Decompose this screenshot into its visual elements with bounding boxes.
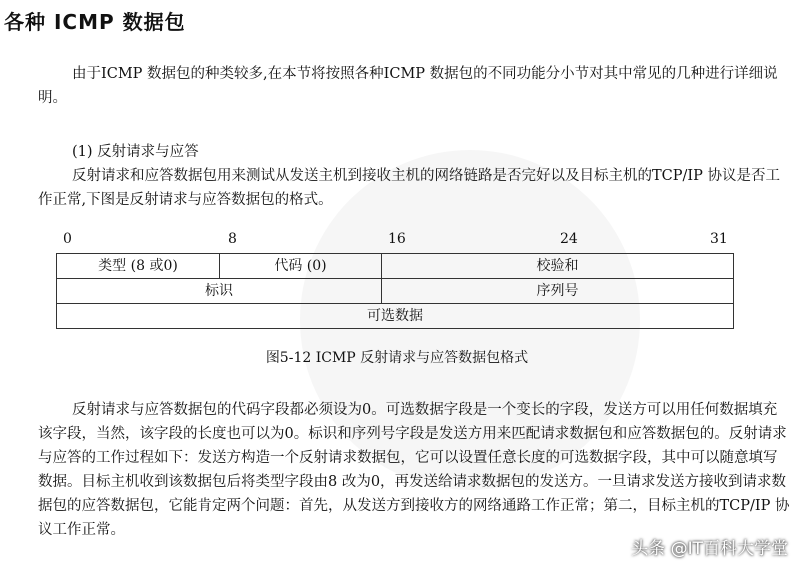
body-paragraph: 反射请求与应答数据包的代码字段都必须设为0。可选数据字段是一个变长的字段，发送方可以用任何数据填充该字段，当然，该字段的长度也可以为0。标识和序列号字段是发送方用来匹配请求数据包和应答数据包的。反射请求与应答的工作过程如下：发送方构造一个反射请求数据包，它可以设置任意长度的可选数据字段，其中可以随意填写数据。目标主机收到该数据包后将类型字段由8 改为0，再发送给请求数据包的发送方。一旦请求发送方接收到请求数据包的应答数据包，它能肯定两个问题：首先，从发送方到接收方的网络通路工作正常；第二，目标主机的TCP/IP 协议工作正常。 [38, 402, 790, 538]
page-title: 各种 ICMP 数据包 [4, 10, 186, 34]
section-heading: (1) 反射请求与应答 [72, 144, 199, 160]
field-sequence: 序列号 [382, 279, 733, 304]
bit-label-0: 0 [63, 231, 72, 247]
section-description: 反射请求和应答数据包用来测试从发送主机到接收主机的网络链路是否完好以及目标主机的TCP/IP 协议是否工作正常,下图是反射请求与应答数据包的格式。 [38, 168, 780, 208]
bit-label-31: 31 [710, 231, 728, 247]
field-checksum: 校验和 [382, 254, 733, 279]
field-code: 代码 (0) [220, 254, 382, 279]
source-watermark: 头条 @IT百科大学堂 [631, 539, 788, 559]
figure-caption: 图5-12 ICMP 反射请求与应答数据包格式 [265, 350, 529, 366]
intro-paragraph: 由于ICMP 数据包的种类较多,在本节将按照各种ICMP 数据包的不同功能分小节对其中常见的几种进行详细说明。 [38, 66, 778, 106]
bit-label-24: 24 [560, 231, 578, 247]
field-optional-data: 可选数据 [367, 308, 423, 324]
field-identifier: 标识 [57, 279, 382, 304]
bit-label-8: 8 [228, 231, 237, 247]
packet-format-diagram [56, 253, 734, 329]
bit-label-16: 16 [388, 231, 406, 247]
field-type: 类型 (8 或0) [57, 254, 220, 279]
